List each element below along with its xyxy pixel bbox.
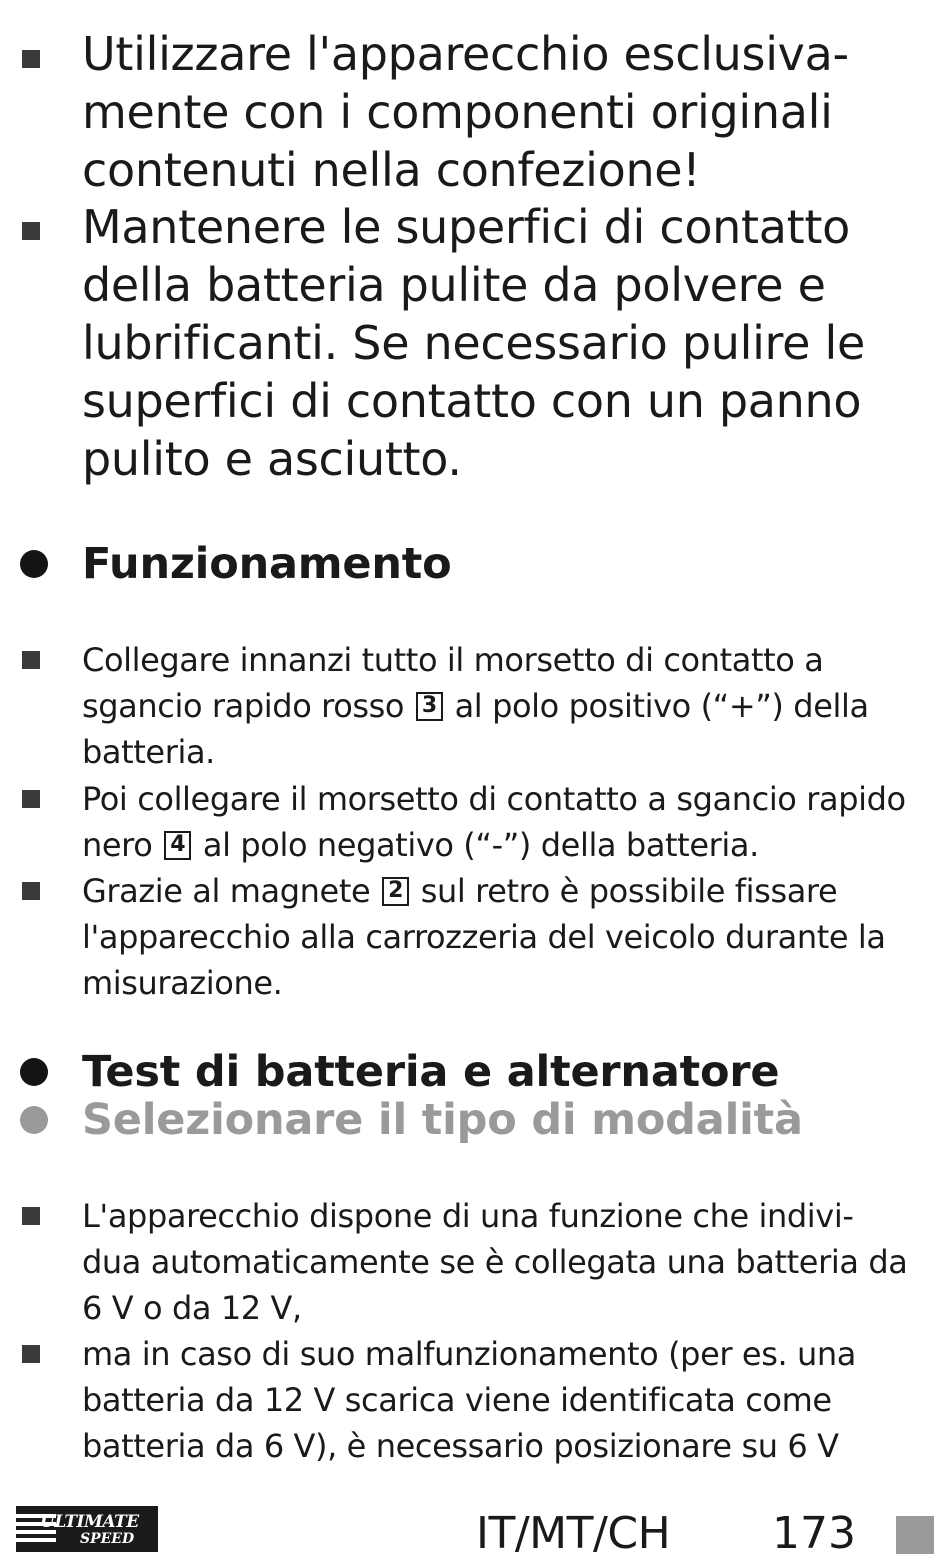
text-line bbox=[82, 683, 942, 729]
reference-number-badge: 4 bbox=[164, 831, 191, 860]
intro-paragraph-1 bbox=[82, 25, 942, 199]
bullet-square bbox=[22, 1207, 40, 1225]
text-fragment: al polo positivo (“+”) della bbox=[454, 687, 869, 725]
reference-number-badge: 2 bbox=[382, 877, 409, 906]
list-item bbox=[82, 1193, 942, 1331]
text-fragment: sgancio rapido rosso bbox=[82, 687, 405, 725]
list-item bbox=[82, 776, 942, 868]
text-line: misurazione. bbox=[82, 964, 283, 1002]
section-subheading-mode: Selezionare il tipo di modalità bbox=[82, 1095, 803, 1145]
text-line: contenuti nella confezione! bbox=[82, 143, 701, 197]
text-fragment: sul retro è possibile fissare bbox=[420, 872, 838, 910]
logo-text: ULTIMATE bbox=[40, 1512, 139, 1532]
text-fragment: nero bbox=[82, 826, 153, 864]
list-item bbox=[82, 868, 942, 1006]
bullet-square bbox=[22, 222, 40, 240]
text-line: ma in caso di suo malfunzionamento (per es. una bbox=[82, 1335, 856, 1373]
text-fragment: Grazie al magnete bbox=[82, 872, 371, 910]
text-line: Poi collegare il morsetto di contatto a sgancio rapido bbox=[82, 780, 906, 818]
bullet-square bbox=[22, 50, 40, 68]
section-heading-test: Test di batteria e alternatore bbox=[82, 1047, 780, 1097]
text-line: pulito e asciutto. bbox=[82, 432, 462, 486]
reference-number-badge: 3 bbox=[416, 692, 443, 721]
text-line: mente con i componenti originali bbox=[82, 85, 833, 139]
text-line: l'apparecchio alla carrozzeria del veicolo durante la bbox=[82, 918, 886, 956]
footer-language-codes: IT/MT/CH bbox=[476, 1508, 671, 1559]
brand-logo bbox=[16, 1506, 158, 1552]
bullet-square bbox=[22, 1345, 40, 1363]
text-fragment: al polo negativo (“-”) della batteria. bbox=[202, 826, 759, 864]
heading-bullet-dot bbox=[20, 550, 48, 578]
section-heading-funzionamento: Funzionamento bbox=[82, 539, 452, 589]
text-line: batteria da 6 V), è necessario posizionare su 6 V bbox=[82, 1427, 839, 1465]
subheading-bullet-dot bbox=[20, 1106, 48, 1134]
intro-paragraph-2 bbox=[82, 198, 942, 488]
text-line: lubrificanti. Se necessario pulire le bbox=[82, 316, 865, 370]
text-line bbox=[82, 822, 942, 868]
text-line: batteria da 12 V scarica viene identificata come bbox=[82, 1381, 832, 1419]
list-item bbox=[82, 1331, 942, 1469]
text-line: batteria. bbox=[82, 733, 215, 771]
text-line: superfici di contatto con un panno bbox=[82, 374, 862, 428]
bullet-square bbox=[22, 882, 40, 900]
text-line: 6 V o da 12 V, bbox=[82, 1289, 302, 1327]
bullet-square bbox=[22, 651, 40, 669]
text-line: Utilizzare l'apparecchio esclusiva- bbox=[82, 27, 849, 81]
list-item bbox=[82, 637, 942, 775]
text-line: della batteria pulite da polvere e bbox=[82, 258, 826, 312]
bullet-square bbox=[22, 790, 40, 808]
page-number: 173 bbox=[772, 1508, 856, 1559]
text-line: Mantenere le superfici di contatto bbox=[82, 200, 850, 254]
text-line: Collegare innanzi tutto il morsetto di contatto a bbox=[82, 641, 824, 679]
footer-marker-square bbox=[896, 1516, 934, 1554]
text-line bbox=[82, 868, 942, 914]
text-line: L'apparecchio dispone di una funzione che indivi- bbox=[82, 1197, 854, 1235]
text-line: dua automaticamente se è collegata una batteria da bbox=[82, 1243, 908, 1281]
heading-bullet-dot bbox=[20, 1058, 48, 1086]
logo-text: SPEED bbox=[80, 1531, 135, 1547]
